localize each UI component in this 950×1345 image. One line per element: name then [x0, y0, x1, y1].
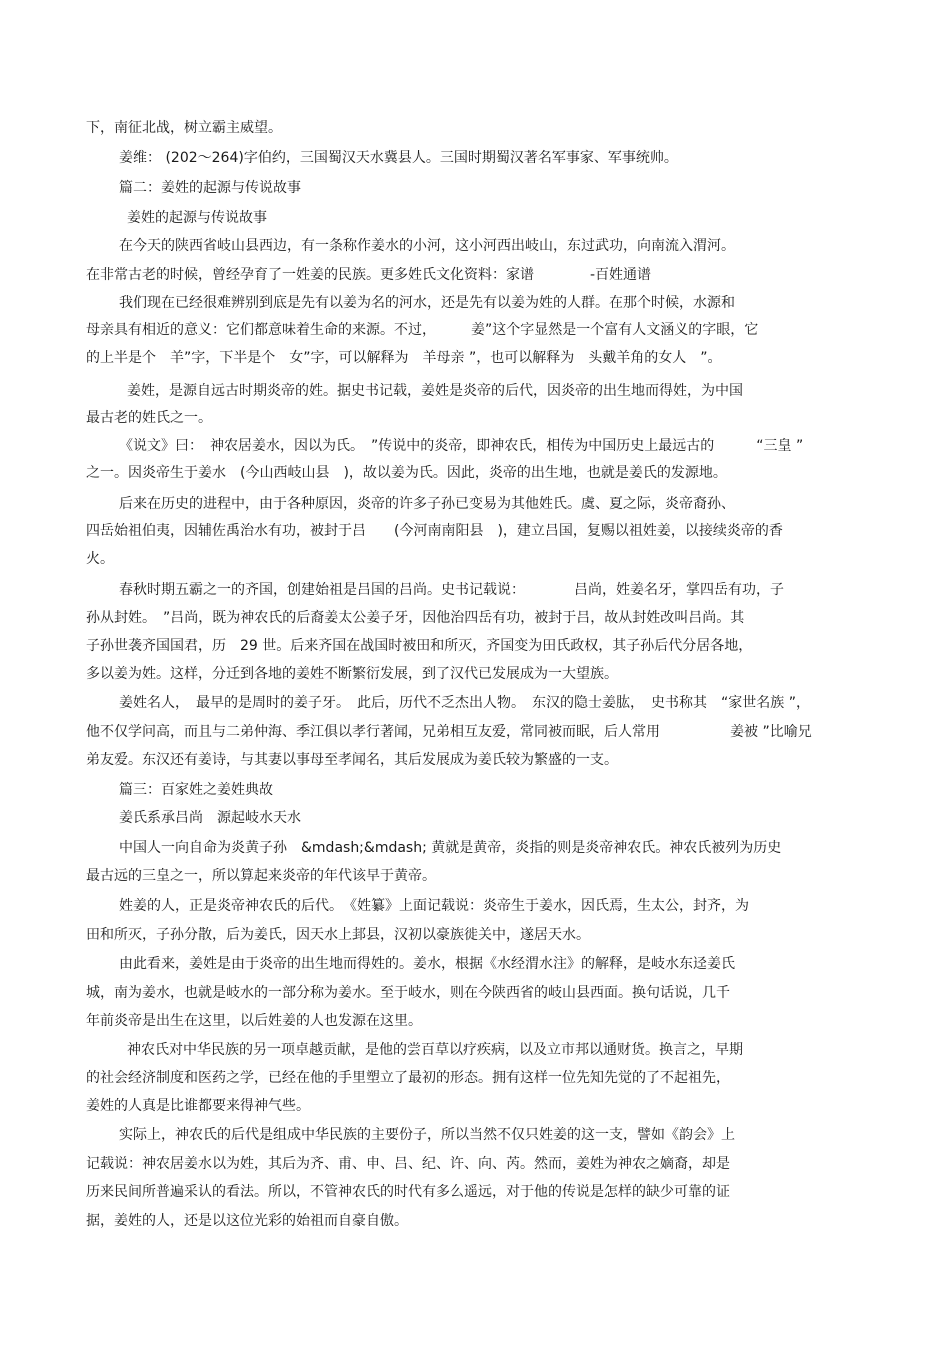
text-line: 下，南征北战，树立霸主威望。 — [86, 120, 282, 136]
text-line: 的上半是个 羊”字，下半是个 女”字，可以解释为 羊母亲 ”，也可以解释为 头戴羊角的女人 ”。 — [86, 350, 722, 366]
text-line: 历来民间所普遍采认的看法。所以，不管神农氏的时代有多么遥远，对于他的传说是怎样的缺少可靠的证 — [86, 1184, 730, 1200]
text-line: 他不仅学问高，而且与二弟仲海、季江俱以孝行著闻，兄弟相互友爱，常同被而眠，后人常用 姜被 ”比喻兄 — [86, 724, 812, 740]
section-heading: 篇二：姜姓的起源与传说故事 — [119, 180, 301, 196]
text-line: 火。 — [86, 551, 114, 567]
text-line: 我们现在已经很难辨别到底是先有以姜为名的河水，还是先有以姜为姓的人群。在那个时候，水源和 — [119, 295, 735, 311]
text-line: 孙从封姓。 ”吕尚，既为神农氏的后裔姜太公姜子牙，因他治四岳有功，被封于吕，故从封姓改叫吕尚。其 — [86, 610, 745, 626]
text-line: 春秋时期五霸之一的齐国，创建始祖是吕国的吕尚。史书记载说： 吕尚，姓姜名牙，掌四岳有功，子 — [119, 582, 784, 598]
section-title: 姜姓的起源与传说故事 — [127, 210, 267, 226]
text-line: 四岳始祖伯夷，因辅佐禹治水有功，被封于吕 (今河南南阳县 )，建立吕国，复赐以祖姓姜，以接续炎帝的香 — [86, 523, 783, 539]
text-line: 多以姜为姓。这样，分迁到各地的姜姓不断繁衍发展，到了汉代已发展成为一大望族。 — [86, 666, 618, 682]
text-line: 神农氏对中华民族的另一项卓越贡献，是他的尝百草以疗疾病，以及立市邦以通财货。换言之，早期 — [127, 1042, 743, 1058]
text-line: 实际上，神农氏的后代是组成中华民族的主要份子，所以当然不仅只姓姜的这一支，譬如《韵会》上 — [119, 1127, 735, 1143]
text-line: 在非常古老的时候，曾经孕育了一姓姜的民族。更多姓氏文化资料：家谱 -百姓通谱 — [86, 267, 652, 283]
text-line: 记载说：神农居姜水以为姓，其后为齐、甫、申、吕、纪、许、向、芮。然而，姜姓为神农之嫡裔，却是 — [86, 1156, 730, 1172]
text-line: 田和所灭，子孙分散，后为姜氏，因天水上邽县，汉初以豪族徙关中，遂居天水。 — [86, 927, 590, 943]
text-line: 在今天的陕西省岐山县西边，有一条称作姜水的小河，这小河西出岐山，东过武功，向南流入渭河。 — [119, 238, 735, 254]
text-line: 后来在历史的进程中，由于各种原因，炎帝的许多子孙已变易为其他姓氏。虞、夏之际，炎帝裔孙、 — [119, 496, 735, 512]
text-line: 的社会经济制度和医药之学，已经在他的手里塑立了最初的形态。拥有这样一位先知先觉的了不起祖先， — [86, 1070, 730, 1086]
text-line: 中国人一向自命为炎黄子孙 &mdash;&mdash; 黄就是黄帝，炎指的则是炎帝神农氏。神农氏被列为历史 — [119, 840, 782, 856]
text-line: 由此看来，姜姓是由于炎帝的出生地而得姓的。姜水，根据《水经渭水注》的解释，是岐水东迳姜氏 — [119, 956, 735, 972]
section-title: 姜氏系承吕尚 源起岐水天水 — [119, 810, 301, 826]
text-line: 最古老的姓氏之一。 — [86, 410, 212, 426]
text-line: 《说文》曰： 神农居姜水，因以为氏。 ”传说中的炎帝，即神农氏，相传为中国历史上最远古的 “三皇 ” — [119, 438, 804, 454]
text-line: 据，姜姓的人，还是以这位光彩的始祖而自豪自傲。 — [86, 1213, 408, 1229]
text-line: 最古远的三皇之一，所以算起来炎帝的年代该早于黄帝。 — [86, 868, 436, 884]
text-line: 年前炎帝是出生在这里，以后姓姜的人也发源在这里。 — [86, 1013, 422, 1029]
text-line: 之一。因炎帝生于姜水 (今山西岐山县 )，故以姜为氏。因此，炎帝的出生地，也就是姜氏的发源地。 — [86, 465, 727, 481]
text-line: 姓姜的人，正是炎帝神农氏的后代。 《姓纂》上面记载说：炎帝生于姜水，因氏焉，生太公，封齐，为 — [119, 898, 749, 914]
text-line: 母亲具有相近的意义：它们都意味着生命的来源。不过， 姜”这个字显然是一个富有人文涵义的字眼，它 — [86, 322, 759, 338]
text-line: 弟友爱。东汉还有姜诗，与其妻以事母至孝闻名，其后发展成为姜氏较为繁盛的一支。 — [86, 752, 618, 768]
text-line: 子孙世袭齐国国君，历 29 世。后来齐国在战国时被田和所灭，齐国变为田氏政权，其子孙后代分居各地， — [86, 638, 753, 654]
text-line: 姜姓的人真是比谁都要来得神气些。 — [86, 1098, 310, 1114]
text-line: 城，南为姜水，也就是岐水的一部分称为姜水。至于岐水，则在今陕西省的岐山县西面。换句话说，几千 — [86, 985, 730, 1001]
text-line: 姜维： (202～264)字伯约，三国蜀汉天水冀县人。三国时期蜀汉著名军事家、军事统帅。 — [119, 150, 678, 166]
text-line: 姜姓名人， 最早的是周时的姜子牙。 此后，历代不乏杰出人物。 东汉的隐士姜肱， 史书称其 “家世名族 ”， — [119, 695, 810, 711]
text-line: 姜姓，是源自远古时期炎帝的姓。据史书记载，姜姓是炎帝的后代，因炎帝的出生地而得姓，为中国 — [127, 383, 743, 399]
section-heading: 篇三：百家姓之姜姓典故 — [119, 782, 273, 798]
